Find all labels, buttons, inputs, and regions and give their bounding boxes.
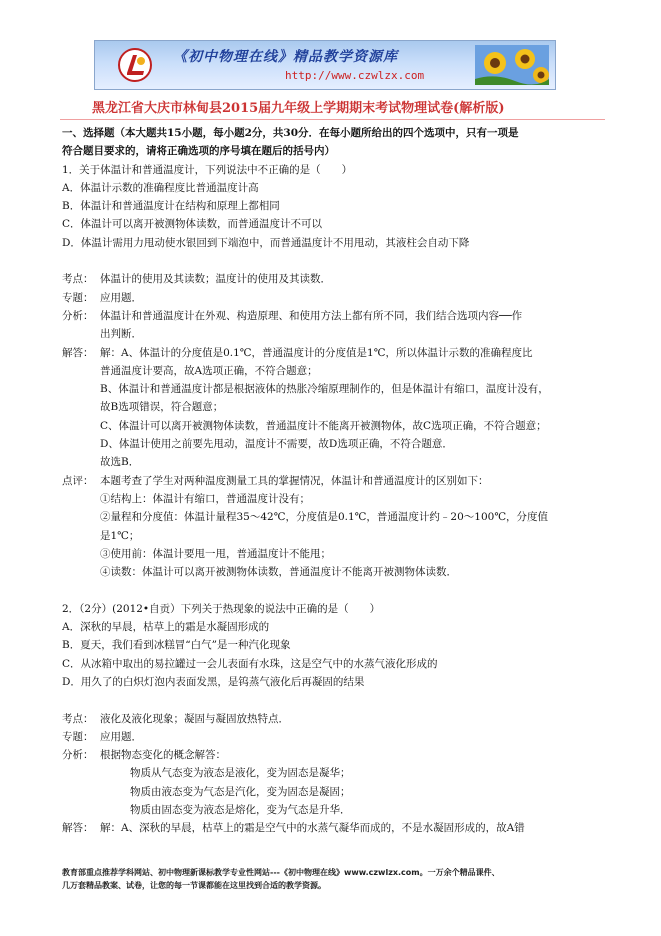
dianping-row <box>62 472 592 490</box>
option-b: B．夏天，我们看到冰糕冒“白气”是一种汽化现象 <box>62 639 291 652</box>
page-title: 黑龙江省大庆市林甸县2015届九年级上学期期末考试物理试卷(解析版) <box>92 101 505 116</box>
kaodian-text: 液化及液化现象；凝固与凝固放热特点． <box>100 712 289 725</box>
dianping-line: 本题考查了学生对两种温度测量工具的掌握情况，体温计和普通温度计的区别如下： <box>100 474 489 487</box>
kaodian-text: 体温计的使用及其读数；温度计的使用及其读数． <box>100 273 331 286</box>
fenxi-line: 物质由固态变为液态是熔化，变为气态是升华． <box>130 803 351 816</box>
dianping-label: 点评： <box>62 474 94 487</box>
fenxi-row <box>62 307 592 325</box>
section-heading-cont: 符合题目要求的，请将正确选项的序号填在题后的括号内） <box>62 145 335 158</box>
banner-url[interactable]: http://www.czwlzx.com <box>285 69 425 82</box>
document-body <box>62 124 592 838</box>
dianping-line: 是1℃； <box>100 529 140 542</box>
option-b: B．体温计和普通温度计在结构和原理上都相同 <box>62 200 280 213</box>
kaodian-label: 考点： <box>62 273 94 286</box>
fenxi-line: 根据物态变化的概念解答： <box>100 749 226 762</box>
zhuanti-row <box>62 728 592 746</box>
jieda-line: 故B选项错误，符合题意； <box>100 401 224 414</box>
option-a: A．深秋的早晨，枯草上的霜是水凝固形成的 <box>62 621 270 634</box>
fenxi-row <box>62 746 592 764</box>
fenxi-line: 物质从气态变为液态是液化，变为固态是凝华； <box>130 767 351 780</box>
footer-line: 几万套精品教案、试卷，让您的每一节课都能在这里找到合适的教学资源。 <box>62 881 326 890</box>
option-d: D．用久了的白炽灯泡内表面发黑，是钨蒸气液化后再凝固的结果 <box>62 675 365 688</box>
banner-title: 《初中物理在线》精品教学资源库 <box>173 49 398 65</box>
jieda-line: C、体温计可以离开被测物体读数，普通温度计不能离开被测物体，故C选项正确，不符合题意； <box>100 419 547 432</box>
title-divider <box>60 119 605 120</box>
question-stem: 2．（2分）(2012•自贡）下列关于热现象的说法中正确的是（ ） <box>62 602 381 615</box>
option-a: A．体温计示数的准确程度比普通温度计高 <box>62 181 259 194</box>
jieda-line: 故选B． <box>100 456 140 469</box>
fenxi-label: 分析： <box>62 309 94 322</box>
fenxi-text: 体温计和普通温度计在外观、构造原理、和使用方法上都有所不同，我们结合选项内容──作 <box>100 309 523 322</box>
fenxi-label: 分析： <box>62 749 94 762</box>
dianping-line: ④读数：体温计可以离开被测物体读数，普通温度计不能离开被测物体读数． <box>100 566 457 579</box>
dianping-line: ①结构上：体温计有缩口，普通温度计没有； <box>100 492 310 505</box>
fenxi-line: 物质由液态变为气态是汽化，变为固态是凝固； <box>130 785 351 798</box>
jieda-line: D、体温计使用之前要先甩动，温度计不需要，故D选项正确，不符合题意． <box>100 438 453 451</box>
jieda-line: B、体温计和普通温度计都是根据液体的热胀冷缩原理制作的，但是体温计有缩口，温度计没有， <box>100 383 549 396</box>
page-footer <box>62 866 607 892</box>
jieda-line: 解：A、深秋的早晨，枯草上的霜是空气中的水蒸气凝华而成的，不是水凝固形成的，故A错 <box>100 822 525 835</box>
dianping-line: ③使用前：体温计要甩一甩，普通温度计不能甩； <box>100 547 331 560</box>
jieda-label: 解答： <box>62 346 94 359</box>
footer-line: 教育部重点推荐学科网站、初中物理新课标教学专业性网站---《初中物理在线》www.czwlzx.com。一万余个精品课件、 <box>62 868 500 877</box>
jieda-line: 解：A、体温计的分度值是0.1℃，普通温度计的分度值是1℃，所以体温计示数的准确程度比 <box>100 346 533 359</box>
kaodian-row <box>62 710 592 728</box>
kaodian-label: 考点： <box>62 712 94 725</box>
header-banner <box>94 40 556 90</box>
jieda-line: 普通温度计要高，故A选项正确，不符合题意； <box>100 364 318 377</box>
option-c: C．体温计可以离开被测物体读数，而普通温度计不可以 <box>62 218 323 231</box>
zhuanti-text: 应用题． <box>100 730 142 743</box>
jieda-row <box>62 344 592 362</box>
zhuanti-text: 应用题． <box>100 291 142 304</box>
jieda-label: 解答： <box>62 822 94 835</box>
zhuanti-label: 专题： <box>62 730 94 743</box>
zhuanti-row <box>62 289 592 307</box>
zhuanti-label: 专题： <box>62 291 94 304</box>
section-heading: 一、选择题（本大题共15小题，每小题2分，共30分．在每小题所给出的四个选项中，只有一项是 <box>62 127 519 139</box>
jieda-row <box>62 819 592 837</box>
question-stem: 1．关于体温计和普通温度计，下列说法中不正确的是（ ） <box>62 163 353 176</box>
logo-icon <box>117 47 153 83</box>
sunflower-icon <box>475 45 549 85</box>
dianping-line: ②量程和分度值：体温计量程35～42℃，分度值是0.1℃，普通温度计约﹣20～100℃，分度值 <box>100 511 549 524</box>
kaodian-row <box>62 270 592 288</box>
fenxi-text-cont: 出判断． <box>100 328 142 341</box>
option-c: C．从冰箱中取出的易拉罐过一会儿表面有水珠，这是空气中的水蒸气液化形成的 <box>62 657 438 670</box>
option-d: D．体温计需用力甩动使水银回到下端泡中，而普通温度计不用甩动，其液柱会自动下降 <box>62 236 470 249</box>
